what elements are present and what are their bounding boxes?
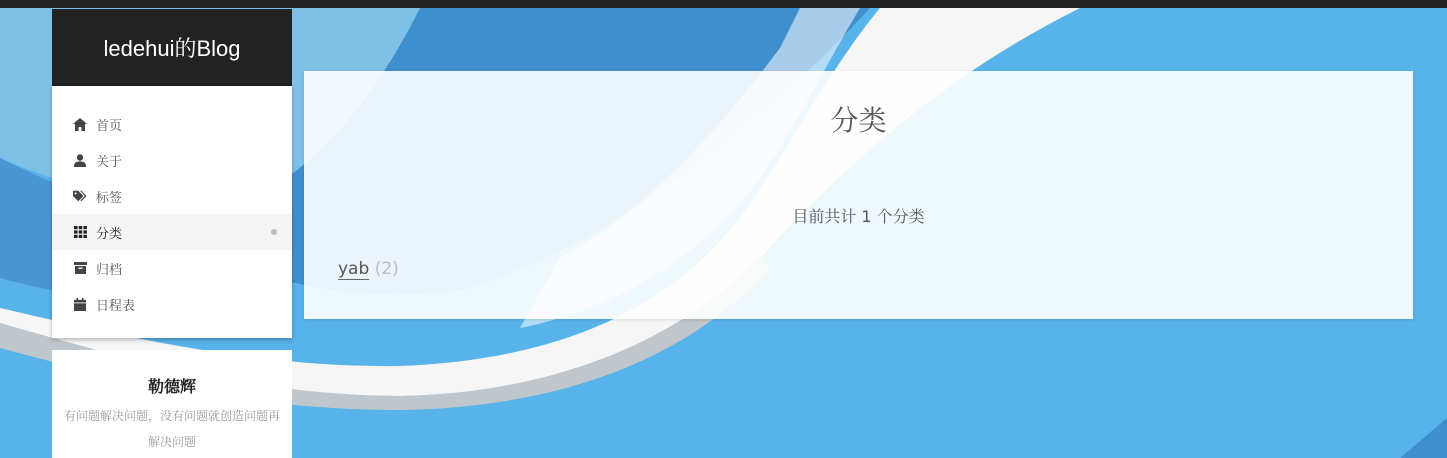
- calendar-icon: [73, 297, 87, 311]
- user-icon: [73, 153, 87, 167]
- main-content: [304, 71, 1413, 319]
- category-list: [338, 259, 399, 279]
- menu-item-label: 日程表: [96, 298, 136, 314]
- menu-item-label: 关于: [96, 154, 123, 170]
- menu-item-schedule[interactable]: [52, 286, 292, 322]
- menu-item-home[interactable]: [52, 106, 292, 142]
- author-name: 勒德辉: [147, 377, 196, 396]
- grid-icon: [73, 225, 87, 239]
- menu-item-label: 标签: [96, 190, 123, 206]
- menu-item-categories[interactable]: [52, 214, 292, 250]
- menu-item-label: 首页: [96, 118, 123, 134]
- category-item: [338, 259, 399, 280]
- sidebar-menu: [52, 86, 292, 338]
- active-indicator-dot: [271, 229, 277, 235]
- site-title[interactable]: ledehui的Blog: [103, 36, 241, 61]
- menu-item-label: 分类: [96, 226, 123, 242]
- site-brand[interactable]: [52, 9, 292, 86]
- author-description: 有问题解决问题，没有问题就创造问题再解决问题: [64, 409, 281, 449]
- tags-icon: [73, 189, 87, 203]
- category-link-yab[interactable]: yab: [338, 259, 370, 279]
- category-count-text: 目前共计 1 个分类: [792, 207, 925, 226]
- menu-item-archives[interactable]: [52, 250, 292, 286]
- menu-item-tags[interactable]: [52, 178, 292, 214]
- author-profile: [52, 350, 292, 458]
- page-title: 分类: [830, 104, 887, 137]
- home-icon: [73, 117, 87, 131]
- menu-item-about[interactable]: [52, 142, 292, 178]
- menu-item-label: 归档: [96, 262, 123, 278]
- archive-icon: [73, 261, 87, 275]
- category-post-count: (2): [374, 259, 399, 279]
